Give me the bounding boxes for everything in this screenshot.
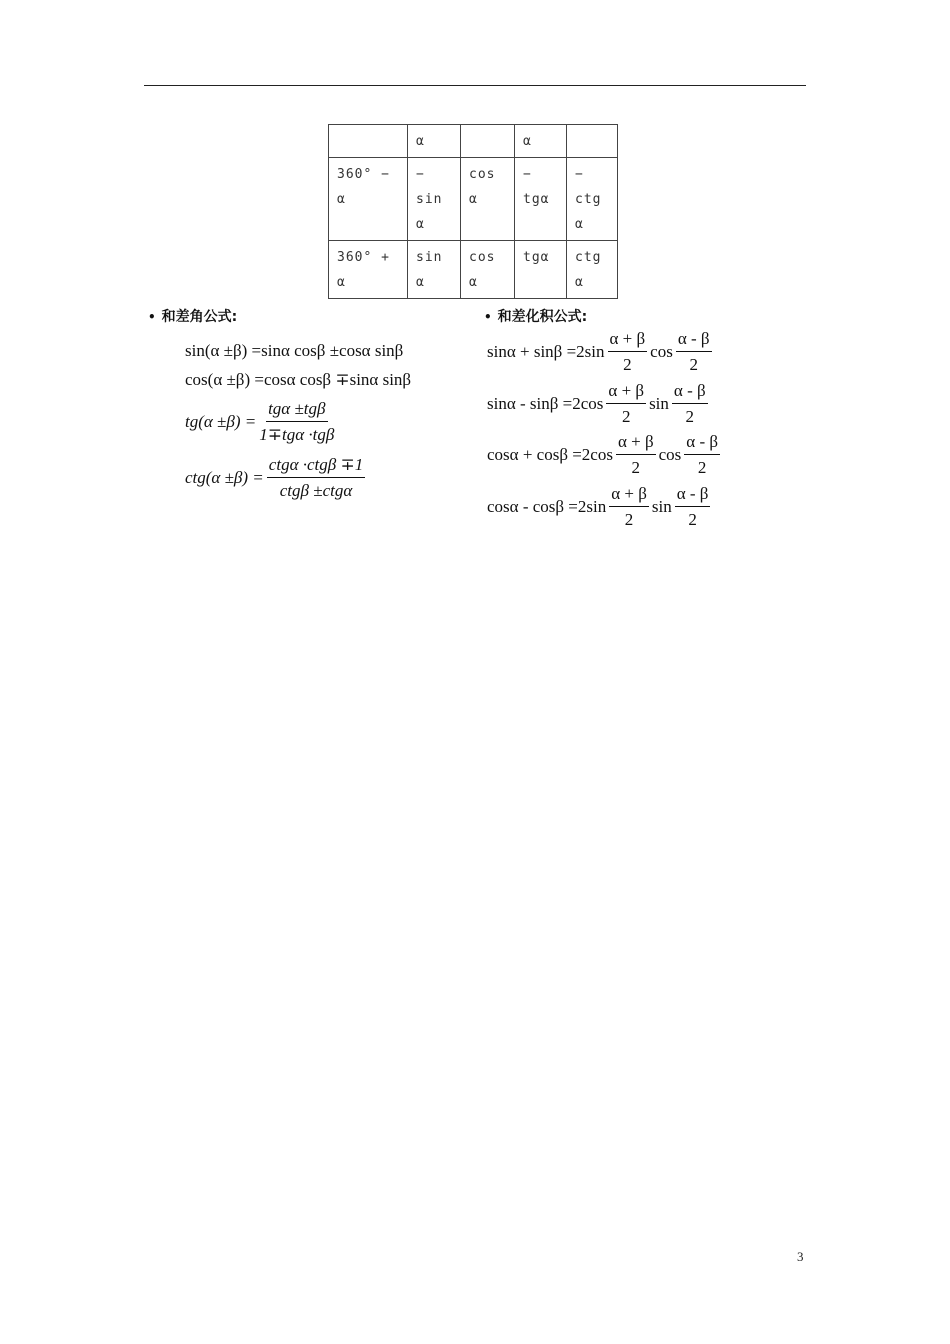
fraction [616,432,656,478]
fraction [267,455,365,501]
table-cell [567,125,618,158]
formula-lhs: cosα + cosβ =2cos [487,445,613,464]
formula-sin-minus-sin [487,381,711,427]
formula-lhs: cosα - cosβ =2sin [487,497,607,516]
fraction [676,329,712,375]
formula-lhs: tg(α ±β) = [185,412,257,431]
fraction-numerator: α - β [676,329,712,352]
formula-lhs: ctg(α ±β) = [185,468,264,487]
fraction [259,399,334,445]
section-title-text: 和差角公式: [161,309,238,325]
table-row [329,241,618,299]
fraction-denominator: 1∓tgα ·tgβ [259,425,335,444]
fraction-denominator: 2 [631,458,641,477]
table-cell: ctg α [567,241,618,299]
fraction [608,329,648,375]
fraction-denominator: 2 [685,407,695,426]
trig-reduction-table [328,124,618,299]
page-number: 3 [797,1249,804,1264]
fraction-numerator: α + β [616,432,656,455]
fraction-denominator: 2 [688,510,697,529]
table-cell: 360° − α [329,158,408,241]
table-cell: tgα [515,241,567,299]
table-cell [329,125,408,158]
fraction-denominator: 2 [624,510,634,529]
table-row [329,158,618,241]
fraction-numerator: α + β [606,381,646,404]
fraction-numerator: ctgα ·ctgβ ∓1 [267,455,365,478]
formula-sin-sum [185,341,403,361]
formula-lhs: sinα + sinβ =2sin [487,342,605,361]
table-row [329,125,618,158]
formula-mid: cos [650,342,673,361]
bullet-icon: • [484,310,492,324]
fraction-numerator: α + β [608,329,648,352]
sum-to-product-title [484,306,587,326]
bullet-icon: • [148,310,156,324]
formula-cos-minus-cos [487,484,713,530]
table-cell: 360° + α [329,241,408,299]
formula-ctg-sum [185,455,368,501]
formula-mid: sin [651,497,672,516]
formula-mid: sin [649,394,669,413]
fraction-numerator: α - β [672,381,708,404]
fraction-denominator: 2 [697,458,707,477]
formula-cos-plus-cos [487,432,723,478]
sum-diff-angle-title [148,306,237,326]
formula-lhs: sinα - sinβ =2cos [487,394,604,413]
fraction-denominator: ctgβ ±ctgα [279,481,353,500]
formula-tg-sum [185,399,337,445]
fraction-denominator: 2 [621,407,631,426]
fraction-denominator: 2 [689,355,698,374]
table-cell: α [515,125,567,158]
fraction-numerator: tgα ±tgβ [266,399,327,422]
fraction [675,484,711,530]
fraction-numerator: α - β [684,432,720,455]
fraction [609,484,649,530]
table-cell: α [408,125,461,158]
table-cell: cos α [461,158,515,241]
formula-cos-sum [185,370,411,390]
fraction [684,432,720,478]
formula-text: sin(α ±β) =sinα cosβ ±cosα sinβ [185,341,404,360]
table-cell: sin α [408,241,461,299]
header-rule [144,85,806,86]
fraction [606,381,646,427]
table-cell [461,125,515,158]
section-title-text: 和差化积公式: [497,309,588,325]
fraction-numerator: α - β [675,484,711,507]
formula-mid: cos [658,445,682,464]
table-cell: − tgα [515,158,567,241]
formula-sin-plus-sin [487,329,715,375]
fraction-numerator: α + β [609,484,649,507]
table-cell: − sin α [408,158,461,241]
table-cell: cos α [461,241,515,299]
formula-text: cos(α ±β) =cosα cosβ ∓sinα sinβ [185,370,412,389]
fraction-denominator: 2 [623,355,632,374]
fraction [672,381,708,427]
table-cell: − ctg α [567,158,618,241]
